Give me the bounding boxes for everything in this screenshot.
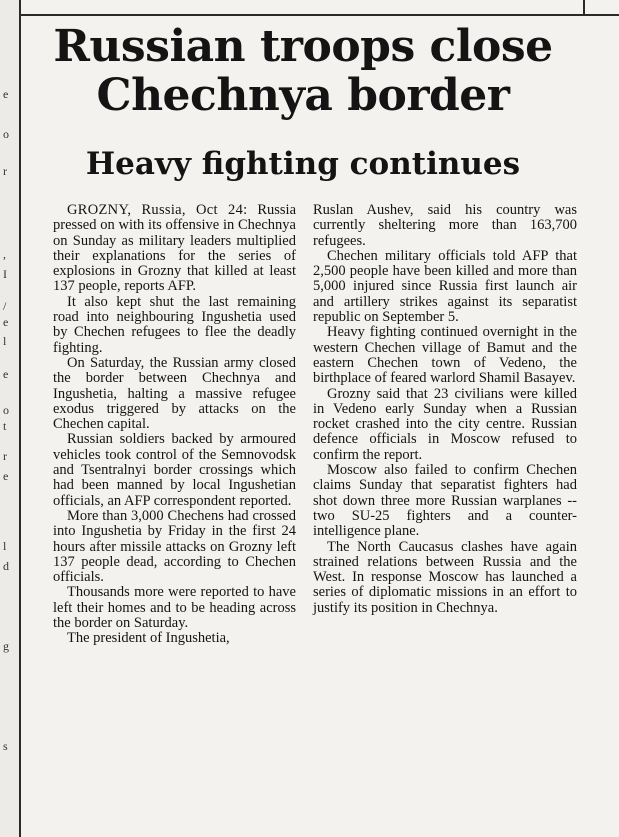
- margin-fragment: /: [3, 299, 7, 313]
- margin-fragment: s: [3, 739, 8, 753]
- margin-fragment: e: [3, 315, 9, 329]
- margin-fragment: r: [3, 449, 7, 463]
- margin-fragment: e: [3, 87, 9, 101]
- article-column-left: [53, 203, 296, 647]
- paragraph: Heavy fighting continued overnight in the western Chechen village of Bamut and the eastern Chechen town of Vedeno, the birthplace of feared warlord Shamil Basayev.: [313, 324, 577, 387]
- article-column-right: [313, 203, 577, 616]
- paragraph: More than 3,000 Chechens had crossed into Ingushetia by Friday in the first 24 hours after missile attacks on Grozny left 137 people dead, according to Chechen officials.: [53, 507, 296, 586]
- margin-fragment: ,: [3, 247, 6, 261]
- margin-fragment: d: [3, 559, 9, 573]
- paragraph: The president of Ingushetia,: [67, 630, 230, 647]
- headline-line-2: Chechnya border: [96, 70, 510, 121]
- paragraph: Thousands more were reported to have left their homes and to be heading across the border on Saturday.: [53, 584, 296, 632]
- margin-fragment: e: [3, 367, 9, 381]
- paragraph: The North Caucasus clashes have again strained relations between Russia and the West. In response Moscow has launched a series of diplomatic missions in an effort to justify its position in Chechnya.: [313, 538, 577, 616]
- headline: [22, 22, 584, 120]
- paragraph-continuation: Ruslan Aushev, said his country was currently sheltering more than 163,700 refugees.: [313, 202, 577, 249]
- subheadline: Heavy fighting continues: [85, 146, 521, 182]
- margin-fragment: o: [3, 127, 9, 141]
- paragraph: Moscow also failed to confirm Chechen claims Sunday that separatist fighters had shot down three more Russian warplanes -- two SU-25 fighters and a counter-intelligence plane.: [313, 462, 577, 540]
- column-rule-top-right: [583, 0, 585, 16]
- paragraph: Russian soldiers backed by armoured vehicles took control of the Semnovodsk and Tsentralnyi border crossings which had been manned by local Ingushetian officials, an AFP correspondent reported.: [53, 431, 296, 509]
- headline-line-1: Russian troops close: [53, 21, 553, 72]
- margin-fragment: r: [3, 164, 7, 178]
- top-rule: [21, 14, 619, 16]
- paragraph: Grozny said that 23 civilians were killed in Vedeno early Sunday when a Russian rocket crashed into the city centre. Russian defence officials in Moscow refused to confirm the report.: [313, 385, 577, 463]
- margin-fragment: e: [3, 469, 9, 483]
- margin-fragment: l: [3, 334, 7, 348]
- margin-fragment: l: [3, 539, 7, 553]
- adjacent-column-margin: [0, 0, 19, 837]
- margin-fragment: I: [3, 267, 7, 281]
- dateline: GROZNY, Russia, Oct 24:: [67, 202, 248, 218]
- paragraph: Chechen military officials told AFP that 2,500 people have been killed and more than 5,000 injured since Russia first launch air and artillery strikes against its separatist republic on September 5.: [313, 247, 577, 326]
- column-rule-left: [19, 0, 21, 837]
- paragraph: [53, 203, 296, 295]
- margin-fragment: g: [3, 639, 9, 653]
- margin-fragment: o: [3, 403, 9, 417]
- paragraph: On Saturday, the Russian army closed the border between Chechnya and Ingushetia, halting a massive refugee exodus triggered by attacks on the Chechen capital.: [53, 354, 296, 433]
- paragraph: It also kept shut the last remaining road into neighbouring Ingushetia used by Chechen refugees to flee the deadly fighting.: [53, 293, 296, 356]
- margin-fragment: t: [3, 419, 7, 433]
- paragraph-text: Russia pressed on with its offensive in Chechnya on Sunday as military leaders multiplied their explanations for the series of explosions in Grozny that killed at least 137 people, reports AFP.: [53, 202, 296, 295]
